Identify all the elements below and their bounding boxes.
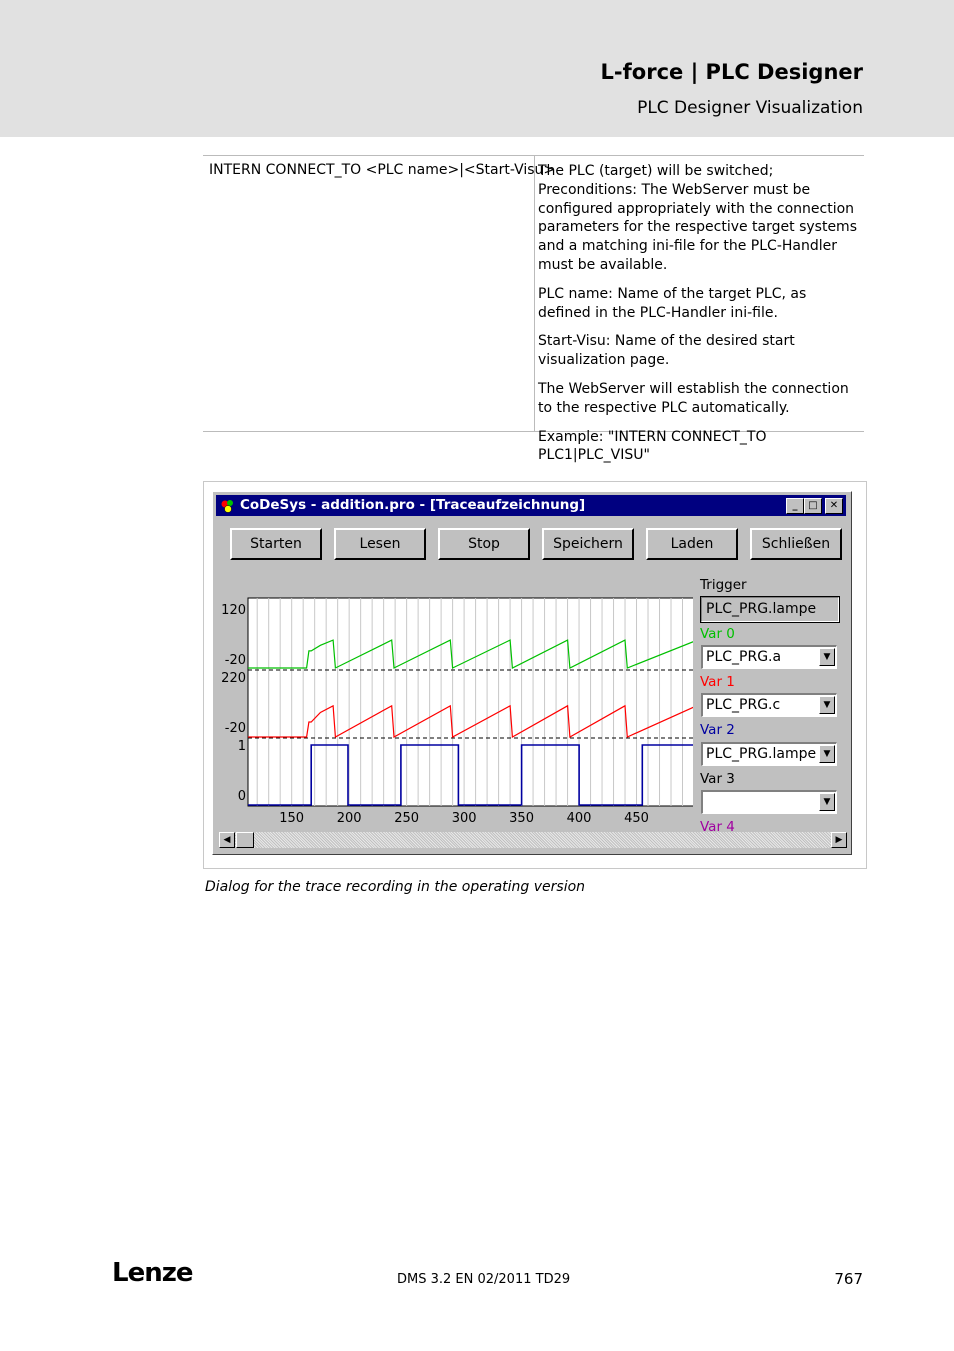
x-tick-label: 400: [566, 811, 592, 826]
var1-label: Var 1: [700, 674, 735, 690]
header-title: L-force | PLC Designer: [600, 60, 863, 84]
chevron-down-icon[interactable]: ▼: [819, 648, 835, 666]
trace-dialog: [212, 491, 852, 855]
header-subtitle: PLC Designer Visualization: [637, 98, 863, 118]
y-max-label: 120: [221, 603, 246, 618]
stop-button[interactable]: Stop: [438, 528, 530, 560]
chevron-down-icon[interactable]: ▼: [819, 696, 835, 714]
description-cell: [538, 162, 860, 475]
x-tick-label: 200: [336, 811, 362, 826]
minimize-button[interactable]: _: [786, 498, 804, 514]
save-button[interactable]: Speichern: [542, 528, 634, 560]
close-button[interactable]: ✕: [825, 498, 843, 514]
page-header: [0, 0, 954, 137]
y-min-label: 0: [237, 789, 246, 804]
description-paragraph: Example: "INTERN CONNECT_TO PLC1|PLC_VISU": [538, 428, 767, 464]
var0-value: PLC_PRG.a: [706, 649, 782, 665]
y-min-label: -20: [224, 653, 246, 668]
horizontal-scrollbar[interactable]: [219, 832, 847, 848]
var1-select[interactable]: [701, 693, 837, 717]
table-divider: [534, 156, 535, 431]
trigger-label: Trigger: [700, 577, 747, 593]
var3-select[interactable]: [701, 790, 837, 814]
footer-doc-id: DMS 3.2 EN 02/2011 TD29: [397, 1272, 571, 1287]
x-tick-label: 250: [394, 811, 420, 826]
x-tick-label: 450: [624, 811, 649, 826]
load-button[interactable]: Laden: [646, 528, 738, 560]
var2-value: PLC_PRG.lampe: [706, 746, 817, 762]
y-max-label: 220: [221, 671, 246, 686]
description-paragraph: PLC name: Name of the target PLC, as defined in the PLC-Handler ini-file.: [538, 285, 807, 321]
close-dialog-button[interactable]: Schließen: [750, 528, 842, 560]
x-tick-label: 350: [509, 811, 534, 826]
trigger-field[interactable]: [701, 597, 839, 622]
x-tick-label: 150: [279, 811, 305, 826]
trace-chart: [213, 492, 693, 832]
var2-label: Var 2: [700, 722, 735, 738]
dialog-title: CoDeSys - addition.pro - [Traceaufzeichnung]: [240, 497, 586, 513]
description-paragraph: Start-Visu: Name of the desired start visualization page.: [538, 333, 795, 369]
lenze-logo: Lenze: [112, 1258, 193, 1288]
y-min-label: -20: [224, 721, 246, 736]
start-button[interactable]: Starten: [230, 528, 322, 560]
trigger-value: PLC_PRG.lampe: [706, 601, 817, 617]
var4-label: Var 4: [700, 819, 735, 831]
description-paragraph: The WebServer will establish the connection to the respective PLC automatically.: [538, 380, 849, 416]
y-max-label: 1: [237, 739, 246, 754]
chevron-down-icon[interactable]: ▼: [819, 745, 835, 763]
maximize-button[interactable]: □: [804, 498, 822, 514]
var1-value: PLC_PRG.c: [706, 697, 781, 713]
x-tick-label: 300: [451, 811, 477, 826]
scroll-right-icon[interactable]: ▶: [831, 832, 847, 848]
description-paragraph: The PLC (target) will be switched; Preconditions: The WebServer must be configured appropriately with the connection parameters for the respective target systems and a matching ini-file for the PLC-Handler must be available.: [538, 163, 857, 273]
scroll-left-icon[interactable]: ◀: [219, 832, 235, 848]
command-table: [203, 155, 864, 464]
var3-label: Var 3: [700, 771, 735, 787]
var0-label: Var 0: [700, 626, 735, 642]
scroll-thumb[interactable]: [236, 832, 254, 848]
read-button[interactable]: Lesen: [334, 528, 426, 560]
page-number: 767: [834, 1270, 863, 1288]
var2-select[interactable]: [701, 742, 837, 766]
figure-caption: Dialog for the trace recording in the operating version: [205, 879, 586, 895]
chevron-down-icon[interactable]: ▼: [819, 793, 835, 811]
command-cell: INTERN CONNECT_TO <PLC name>|<Start-Visu>: [209, 162, 556, 178]
var0-select[interactable]: [701, 645, 837, 669]
